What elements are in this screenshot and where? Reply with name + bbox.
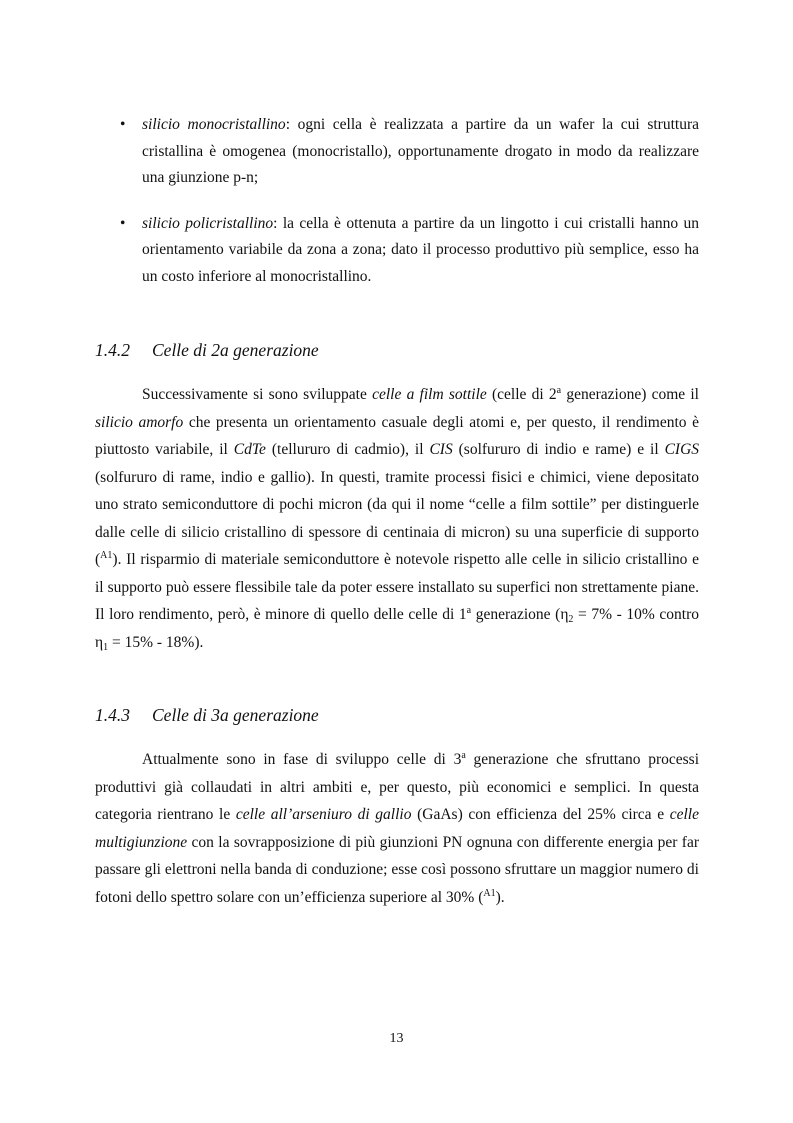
section-number: 1.4.3 <box>95 705 130 725</box>
paragraph-1-4-2 <box>95 381 699 656</box>
text-run: (tellururo di cadmio), il <box>265 441 430 458</box>
section-title: Celle di 2a generazione <box>152 340 319 360</box>
text-run: generazione) come il <box>561 386 699 403</box>
reference-superscript: A1 <box>483 887 496 899</box>
italic-term: celle all’arseniuro di gallio <box>235 806 412 823</box>
bullet-text: : ogni cella è realizzata a partire da un wafer la cui struttura cristallina è omogenea (monocristallo), opportunamente drogato in modo da realizzare una giunzione p-n; <box>142 116 699 186</box>
text-run: (solfururo di indio e rame) e il <box>452 441 665 458</box>
list-item <box>95 211 699 291</box>
text-run: = 15% - 18%). <box>108 633 204 651</box>
text-run: (celle di 2 <box>486 386 557 403</box>
subscript: 2 <box>568 614 574 625</box>
superscript: a <box>466 605 472 616</box>
page-number: 13 <box>389 1031 404 1046</box>
text-run: (GaAs) con efficienza del 25% circa e <box>411 806 670 823</box>
section-title: Celle di 3a generazione <box>152 705 319 725</box>
superscript: a <box>556 385 562 396</box>
superscript: a <box>461 750 466 761</box>
text-run: Successivamente si sono sviluppate <box>142 386 373 403</box>
text-run: = 7% - 10% contro η <box>95 606 699 651</box>
text-run: generazione che sfruttano processi produttivi già collaudati in altri ambiti e, per questo, più economici e semplici. In questa categoria rientrano le <box>95 751 699 823</box>
section-number: 1.4.2 <box>95 340 130 360</box>
italic-term: silicio amorfo <box>95 413 184 431</box>
paragraph-1-4-3 <box>95 746 699 911</box>
reference-superscript: A1 <box>100 550 113 561</box>
text-run: Attualmente sono in fase di sviluppo celle di 3 <box>142 751 462 768</box>
text-run: (solfururo di rame, indio e gallio). In questi, tramite processi fisici e chimici, viene depositato uno strato semiconduttore di pochi micron (da qui il nome “celle a film sottile” per distinguerle dalle celle di silicio cristallino di spessore di centinaia di micron) su una superficie di supporto ( <box>95 468 699 568</box>
bullet-term: silicio policristallino <box>142 214 274 232</box>
italic-term: CIS <box>429 441 453 458</box>
bullet-icon: • <box>120 214 126 232</box>
text-run: generazione (η <box>471 606 569 623</box>
italic-term: celle multigiunzione <box>95 806 699 851</box>
italic-term: celle a film sottile <box>372 386 487 403</box>
subscript: 1 <box>103 641 109 653</box>
section-heading-1-4-3 <box>95 702 699 728</box>
text-run: ). Il risparmio di materiale semiconduttore è notevole rispetto alle celle in silicio cristallino e il supporto può essere flessibile tale da poter essere installato su superfici non strettamente piane. Il loro rendimento, però, è minore di quello delle celle di 1 <box>95 551 699 623</box>
text-run: che presenta un orientamento casuale degli atomi e, per questo, il rendimento è piuttosto variabile, il <box>95 413 700 458</box>
bullet-list <box>95 112 699 290</box>
bullet-term: silicio monocristallino <box>142 116 286 133</box>
section-heading-1-4-2 <box>95 337 699 363</box>
text-run: ). <box>495 888 505 906</box>
italic-term: CdTe <box>233 441 266 458</box>
page-content <box>95 112 699 911</box>
bullet-icon: • <box>120 116 126 133</box>
text-run: con la sovrapposizione di più giunzioni PN ognuna con differente energia per far passare gli elettroni nella banda di conduzione; esse così possono sfruttare un maggior numero di fotoni dello spettro solare con un’efficienza superiore al 30% ( <box>95 833 699 906</box>
list-item <box>95 112 699 192</box>
italic-term: CIGS <box>664 441 700 458</box>
bullet-text: : la cella è ottenuta a partire da un lingotto i cui cristalli hanno un orientamento variabile da zona a zona; dato il processo produttivo più semplice, esso ha un costo inferiore al monocristallino. <box>142 214 699 285</box>
